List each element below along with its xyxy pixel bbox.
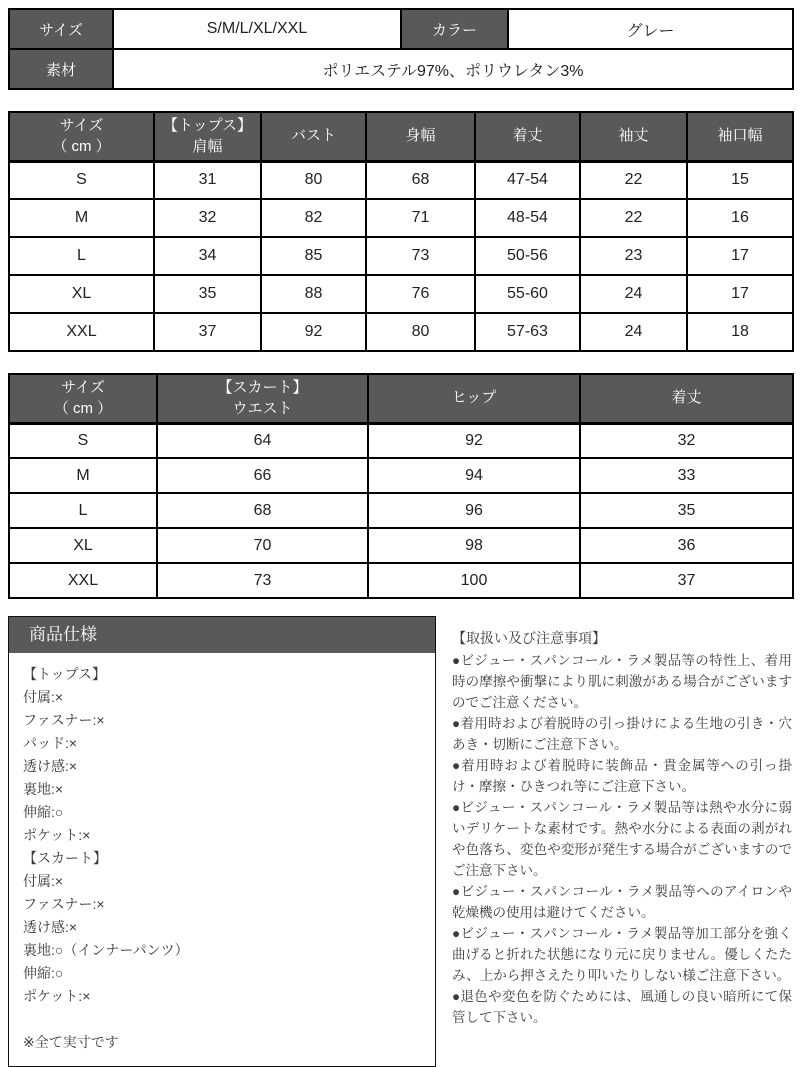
header-sleeve-length: 袖丈 (580, 112, 687, 161)
size-cell: M (9, 199, 154, 237)
value-cell: 31 (154, 161, 261, 199)
spec-line: 裏地:× (23, 781, 64, 797)
material-label-cell: 素材 (9, 49, 113, 89)
table-row (9, 237, 793, 275)
spec-line: 伸縮:○ (23, 804, 64, 820)
spec-line: ポケット:× (23, 827, 91, 843)
table-row (9, 563, 793, 598)
value-cell: 34 (154, 237, 261, 275)
value-cell: 73 (157, 563, 368, 598)
spec-line: ポケット:× (23, 988, 91, 1004)
skirt-size-table (8, 373, 794, 599)
value-cell: 37 (154, 313, 261, 351)
value-cell: 100 (368, 563, 580, 598)
value-cell: 55-60 (475, 275, 580, 313)
value-cell: 47-54 (475, 161, 580, 199)
table-row (9, 275, 793, 313)
table-row (9, 161, 793, 199)
value-cell: 68 (366, 161, 475, 199)
value-cell: 50-56 (475, 237, 580, 275)
table-row (9, 9, 793, 49)
color-value-cell: グレー (508, 9, 793, 49)
care-note-item: ●ビジュー・スパンコール・ラメ製品等加工部分を強く曲げると折れた状態になり元に戻りません。優しくたたみ、上から押さえたり叩いたりしない様ご注意下さい。 (452, 926, 792, 983)
table-row (9, 458, 793, 493)
header-body-width: 身幅 (366, 112, 475, 161)
value-cell: 98 (368, 528, 580, 563)
spec-line: 伸縮:○ (23, 965, 64, 981)
size-cell: S (9, 423, 157, 458)
value-cell: 68 (157, 493, 368, 528)
value-cell: 66 (157, 458, 368, 493)
bottom-section (8, 616, 792, 1067)
table-row (9, 493, 793, 528)
value-cell: 96 (368, 493, 580, 528)
value-cell: 92 (261, 313, 366, 351)
size-cell: XXL (9, 313, 154, 351)
header-length: 着丈 (475, 112, 580, 161)
value-cell: 22 (580, 199, 687, 237)
value-cell: 94 (368, 458, 580, 493)
value-cell: 37 (580, 563, 793, 598)
size-cell: L (9, 237, 154, 275)
spec-line-note: ※全て実寸です (23, 1034, 119, 1050)
size-cell: S (9, 161, 154, 199)
value-cell: 17 (687, 237, 793, 275)
value-cell: 35 (580, 493, 793, 528)
product-spec-title: 商品仕様 (9, 617, 435, 653)
spec-line: 【スカート】 (23, 850, 107, 866)
table-row (9, 313, 793, 351)
value-cell: 76 (366, 275, 475, 313)
spec-line: 【トップス】 (23, 666, 107, 682)
value-cell: 48-54 (475, 199, 580, 237)
header-tops-shoulder: 【トップス】 肩幅 (154, 112, 261, 161)
care-note-item: ●ビジュー・スパンコール・ラメ製品等へのアイロンや乾燥機の使用は避けてください。 (452, 884, 792, 920)
table-header-row (9, 374, 793, 423)
value-cell: 35 (154, 275, 261, 313)
value-cell: 80 (261, 161, 366, 199)
value-cell: 16 (687, 199, 793, 237)
value-cell: 82 (261, 199, 366, 237)
spec-line: 透け感:× (23, 758, 78, 774)
tops-size-table (8, 111, 794, 352)
size-label-cell: サイズ (9, 9, 113, 49)
value-cell: 57-63 (475, 313, 580, 351)
header-length: 着丈 (580, 374, 793, 423)
value-cell: 15 (687, 161, 793, 199)
care-note-item: ●着用時および着脱時の引っ掛けによる生地の引き・穴あき・切断にご注意下さい。 (452, 716, 792, 752)
care-notes-panel (452, 616, 792, 1028)
value-cell: 33 (580, 458, 793, 493)
spec-line-blank (23, 1008, 435, 1031)
size-cell: M (9, 458, 157, 493)
value-cell: 17 (687, 275, 793, 313)
spec-line: 裏地:○（インナーパンツ） (23, 942, 189, 958)
info-table (8, 8, 794, 90)
color-label-cell: カラー (401, 9, 508, 49)
value-cell: 80 (366, 313, 475, 351)
spec-line: パッド:× (23, 735, 78, 751)
care-note-item: ●着用時および着脱時に装飾品・貴金属等への引っ掛け・摩擦・ひきつれ等にご注意下さい。 (452, 758, 792, 794)
header-hip: ヒップ (368, 374, 580, 423)
care-notes-title: 【取扱い及び注意事項】 (452, 630, 606, 646)
header-cuff-width: 袖口幅 (687, 112, 793, 161)
value-cell: 24 (580, 275, 687, 313)
table-header-row (9, 112, 793, 161)
care-note-item: ●ビジュー・スパンコール・ラメ製品等の特性上、着用時の摩擦や衝撃により肌に刺激がある場合がございますのでご注意ください。 (452, 653, 792, 710)
table-row (9, 423, 793, 458)
spec-line: 透け感:× (23, 919, 78, 935)
value-cell: 22 (580, 161, 687, 199)
product-spec-body (9, 653, 435, 1054)
header-size-cm: サイズ （ cm ） (9, 374, 157, 423)
value-cell: 32 (154, 199, 261, 237)
material-value-cell: ポリエステル97%、ポリウレタン3% (113, 49, 793, 89)
table-row (9, 528, 793, 563)
header-size-cm: サイズ （ cm ） (9, 112, 154, 161)
value-cell: 23 (580, 237, 687, 275)
spec-line: ファスナー:× (23, 896, 105, 912)
care-note-item: ●退色や変色を防ぐためには、風通しの良い暗所にて保管して下さい。 (452, 989, 792, 1025)
size-cell: XL (9, 275, 154, 313)
value-cell: 70 (157, 528, 368, 563)
table-row (9, 199, 793, 237)
size-cell: XXL (9, 563, 157, 598)
product-spec-panel (8, 616, 436, 1067)
spec-line: ファスナー:× (23, 712, 105, 728)
header-skirt-waist: 【スカート】 ウエスト (157, 374, 368, 423)
value-cell: 24 (580, 313, 687, 351)
value-cell: 36 (580, 528, 793, 563)
spec-line: 付属:× (23, 689, 64, 705)
value-cell: 85 (261, 237, 366, 275)
value-cell: 71 (366, 199, 475, 237)
value-cell: 88 (261, 275, 366, 313)
value-cell: 73 (366, 237, 475, 275)
spec-line: 付属:× (23, 873, 64, 889)
care-note-item: ●ビジュー・スパンコール・ラメ製品等は熱や水分に弱いデリケートな素材です。熱や水分による表面の剥がれや色落ち、変色や変形が発生する場合がございますのでご注意下さい。 (452, 800, 792, 878)
size-value-cell: S/M/L/XL/XXL (113, 9, 401, 49)
value-cell: 32 (580, 423, 793, 458)
size-cell: XL (9, 528, 157, 563)
table-row (9, 49, 793, 89)
value-cell: 92 (368, 423, 580, 458)
size-cell: L (9, 493, 157, 528)
header-bust: バスト (261, 112, 366, 161)
value-cell: 18 (687, 313, 793, 351)
value-cell: 64 (157, 423, 368, 458)
